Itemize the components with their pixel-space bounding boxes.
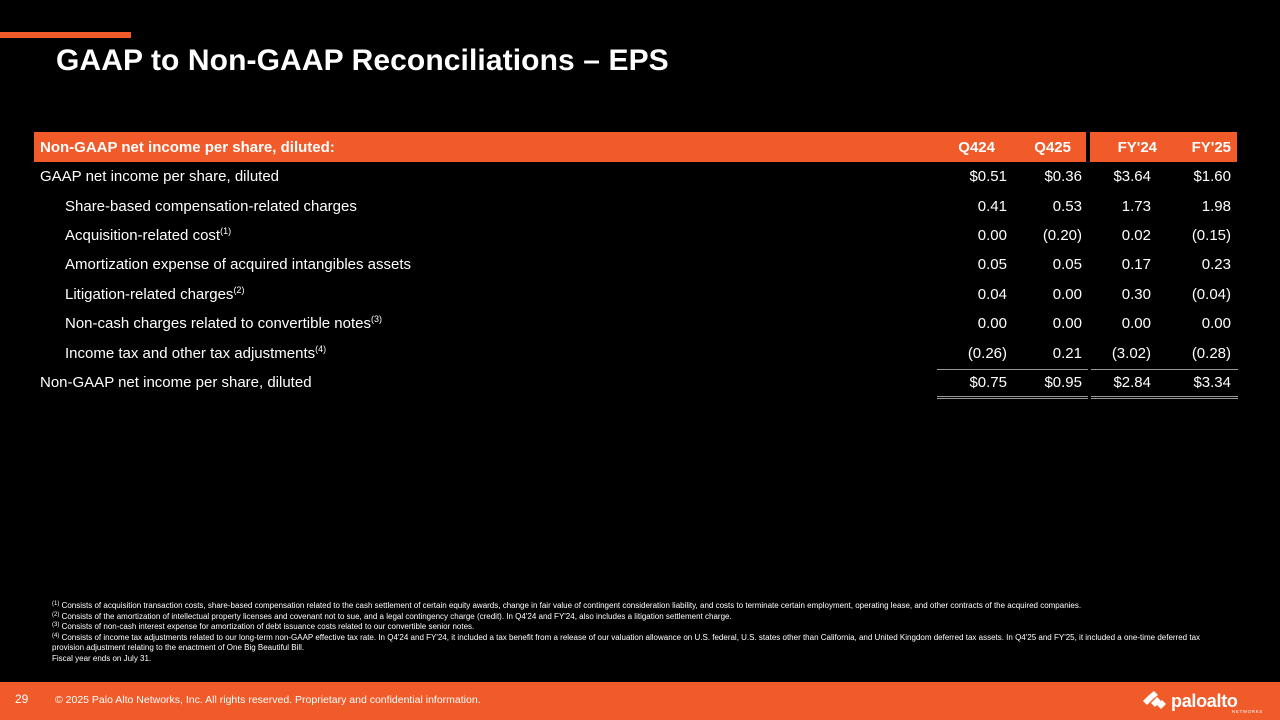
footnote-ref: (3)	[371, 314, 383, 325]
row-value: 0.05	[1052, 256, 1082, 274]
row-label: Income tax and other tax adjustments$^{(4)}$	[65, 343, 327, 362]
row-value: 0.00	[977, 226, 1007, 244]
row-value: 0.04	[977, 285, 1007, 303]
subtotal-rule	[937, 369, 1088, 370]
footnote-ref: (1)	[220, 225, 232, 236]
table-row	[34, 280, 1238, 309]
footnote-ref: (2)	[233, 284, 245, 295]
row-value: 0.05	[977, 256, 1007, 274]
header-label: Non-GAAP net income per share, diluted:	[40, 138, 335, 156]
header-col-q424: Q424	[958, 138, 995, 156]
title-accent-bar	[0, 32, 131, 38]
header-col-q425: Q425	[1034, 138, 1071, 156]
footnote: $^{(1)}$ Consists of acquisition transaction costs, share-based compensation related to the cash settlement of certain equity awards, change in fair value of contingent consideration liability, and costs to terminate certain employment, operating lease, and other contracts of the acquired companies.	[52, 601, 1082, 610]
row-label: Non-GAAP net income per share, diluted	[40, 373, 312, 391]
row-value: 0.00	[1052, 315, 1082, 333]
table-row	[34, 221, 1238, 250]
table-row	[34, 191, 1238, 220]
footnote-ref: (4)	[315, 343, 327, 354]
table-row	[34, 250, 1238, 279]
footnotes	[52, 601, 1222, 664]
row-label: Acquisition-related cost$^{(1)}$	[65, 225, 232, 244]
row-value: 1.73	[1121, 197, 1151, 215]
row-value: 0.17	[1121, 256, 1151, 274]
total-double-rule	[1091, 396, 1238, 397]
row-value: 0.00	[1201, 315, 1231, 333]
row-value: $2.84	[1113, 373, 1151, 391]
row-value: $0.75	[969, 373, 1007, 391]
header-col-fy25: FY'25	[1191, 138, 1231, 156]
total-double-rule	[937, 398, 1088, 399]
table-row	[34, 338, 1238, 367]
row-value: $3.64	[1113, 168, 1151, 186]
copyright-notice: © 2025 Palo Alto Networks, Inc. All rights reserved. Proprietary and confidential information.	[55, 694, 481, 706]
row-value: 0.30	[1121, 285, 1151, 303]
row-value: 0.21	[1052, 344, 1082, 362]
footnote: $^{(3)}$ Consists of non-cash interest expense for amortization of debt issuance costs related to our convertible senior notes.	[52, 622, 475, 631]
row-value: 0.00	[1052, 285, 1082, 303]
row-label: Litigation-related charges$^{(2)}$	[65, 284, 245, 303]
footnote: $^{(2)}$ Consists of the amortization of intellectual property licenses and covenant not to sue, and a legal contingency charge (credit). In Q4'24 and FY'24, also includes a litigation settlement charge.	[52, 611, 732, 621]
reconciliation-table	[34, 132, 1238, 397]
row-label: GAAP net income per share, diluted	[40, 168, 280, 186]
page-number: 29	[15, 692, 29, 706]
row-value: $0.95	[1044, 373, 1082, 391]
paloalto-logo-icon	[1141, 691, 1167, 711]
subtotal-rule	[1091, 369, 1238, 370]
row-value: (0.15)	[1191, 226, 1231, 244]
row-value: 0.23	[1201, 256, 1231, 274]
page-title: GAAP to Non-GAAP Reconciliations – EPS	[56, 44, 669, 77]
total-double-rule	[937, 396, 1088, 397]
row-value: (0.28)	[1191, 344, 1231, 362]
row-value: $0.51	[969, 168, 1007, 186]
row-value: (3.02)	[1111, 344, 1151, 362]
row-value: 0.00	[1121, 315, 1151, 333]
table-row-total	[34, 368, 1238, 397]
row-label: Amortization expense of acquired intangibles assets	[65, 256, 412, 274]
total-double-rule	[1091, 398, 1238, 399]
row-value: 0.00	[977, 315, 1007, 333]
row-label: Non-cash charges related to convertible notes$^{(3)}$	[65, 314, 383, 333]
logo-wordmark: paloalto	[1171, 690, 1238, 711]
row-value: 0.02	[1121, 226, 1151, 244]
header-col-fy24: FY'24	[1117, 138, 1157, 156]
company-logo	[1141, 687, 1263, 715]
logo-subtext: NETWORKS	[1232, 709, 1263, 714]
row-value: 0.41	[977, 197, 1007, 215]
row-value: $3.34	[1193, 373, 1231, 391]
row-value: 0.53	[1052, 197, 1082, 215]
row-value: (0.26)	[967, 344, 1007, 362]
table-row	[34, 309, 1238, 338]
row-value: $1.60	[1193, 168, 1231, 186]
table-header	[34, 132, 1238, 162]
row-label: Share-based compensation-related charges	[65, 197, 357, 215]
row-value: (0.04)	[1191, 285, 1231, 303]
row-value: 1.98	[1201, 197, 1231, 215]
footer-bar	[0, 682, 1280, 720]
row-value: $0.36	[1044, 168, 1082, 186]
footnote: $^{(4)}$ Consists of income tax adjustments related to our long-term non-GAAP effective tax rate. In Q4'24 and FY'24, it included a tax benefit from a release of our valuation allowance on U.S. federal, U.S. states other than California, and United Kingdom deferred tax assets. In Q4'25 and FY'25, it included a one-time deferred tax provision adjustment relating to the enactment of One Big Beautiful Bill.	[52, 632, 1201, 652]
row-value: (0.20)	[1042, 226, 1082, 244]
table-row	[34, 162, 1238, 191]
footnote: Fiscal year ends on July 31.	[52, 653, 152, 663]
